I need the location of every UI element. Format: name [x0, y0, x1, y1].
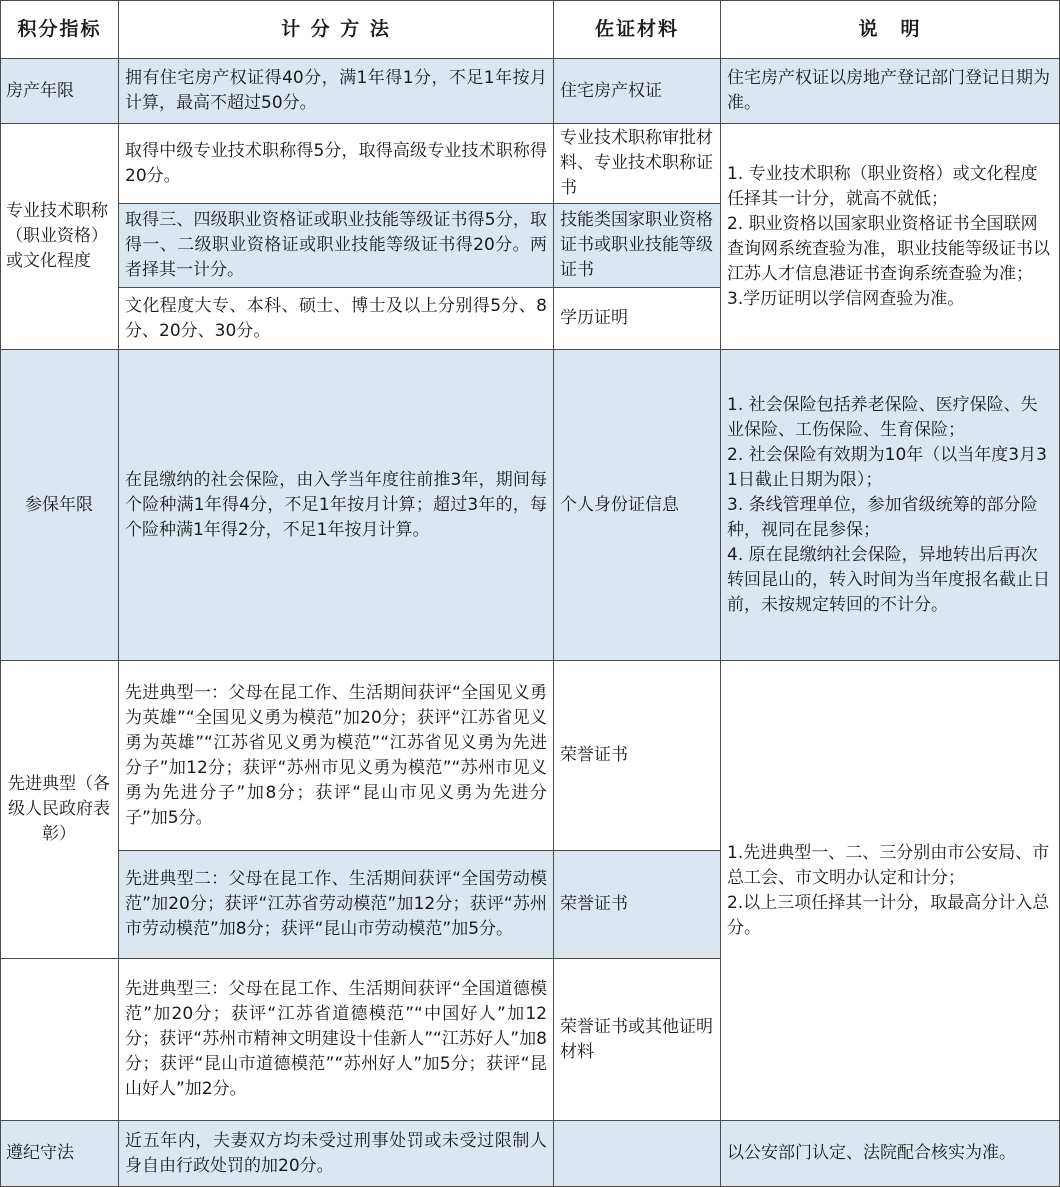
title-sub1-material: 专业技术职称审批材料、专业技术职称证书	[554, 124, 721, 204]
advanced-sub2-method: 先进典型二：父母在昆工作、生活期间获评“全国劳动模范”加20分；获评“江苏省劳动模范”加12分；获评“苏州市劳动模范”加8分；获评“昆山市劳动模范”加5分。	[119, 851, 554, 959]
row-title-1	[1, 124, 1060, 204]
advanced-empty-indicator	[1, 959, 119, 1121]
advanced-note-line: 1.先进典型一、二、三分别由市公安局、市总工会、市文明办认定和计分；	[727, 842, 1050, 888]
law-method: 近五年内，夫妻双方均未受过刑事处罚或未受过限制人身自由行政处罚的加20分。	[119, 1121, 554, 1187]
title-note-line: 3.学历证明以学信网查验为准。	[727, 288, 965, 309]
housing-method: 拥有住宅房产权证得40分，满1年得1分，不足1年按月计算，最高不超过50分。	[119, 59, 554, 124]
law-note: 以公安部门认定、法院配合核实为准。	[721, 1121, 1060, 1187]
advanced-note	[721, 661, 1060, 1121]
title-note-line: 2. 职业资格以国家职业资格证书全国联网查询网系统查验为准，职业技能等级证书以江苏人才信息港证书查询系统查验为准；	[727, 213, 1050, 284]
advanced-sub1-method: 先进典型一：父母在昆工作、生活期间获评“全国见义勇为英雄”“全国见义勇为模范”加20分；获评“江苏省见义勇为英雄”“江苏省见义勇为模范”“江苏省见义勇为先进分子”加12分；获评“苏州市见义勇为模范”“苏州市见义勇为先进分子”加8分；获评“昆山市见义勇为先进分子”加5分。	[119, 661, 554, 851]
law-material	[554, 1121, 721, 1187]
row-advanced-1	[1, 661, 1060, 851]
header-indicator: 积分指标	[1, 1, 119, 59]
insurance-note-line: 4. 原在昆缴纳社会保险，异地转出后再次转回昆山的，转入时间为当年度报名截止日前，未按规定转回的不计分。	[727, 544, 1050, 615]
row-law	[1, 1121, 1060, 1187]
title-indicator: 专业技术职称（职业资格）或文化程度	[1, 124, 119, 350]
title-note	[721, 124, 1060, 350]
insurance-note-line: 3. 条线管理单位，参加省级统筹的部分险种，视同在昆参保；	[727, 494, 1038, 540]
insurance-note-line: 1. 社会保险包括养老保险、医疗保险、失业保险、工伤保险、生育保险；	[727, 394, 1038, 440]
advanced-note-line: 2.以上三项任择其一计分，取最高分计入总分。	[727, 892, 1050, 938]
insurance-indicator: 参保年限	[1, 350, 119, 661]
header-material: 佐证材料	[554, 1, 721, 59]
housing-indicator: 房产年限	[1, 59, 119, 124]
row-insurance	[1, 350, 1060, 661]
header-row	[1, 1, 1060, 59]
advanced-sub2-material: 荣誉证书	[554, 851, 721, 959]
title-sub2-material: 技能类国家职业资格证书或职业技能等级证书	[554, 204, 721, 288]
header-method: 计 分 方 法	[119, 1, 554, 59]
insurance-method: 在昆缴纳的社会保险，由入学当年度往前推3年，期间每个险种满1年得4分，不足1年按月计算；超过3年的，每个险种满1年得2分，不足1年按月计算。	[119, 350, 554, 661]
advanced-sub1-material: 荣誉证书	[554, 661, 721, 851]
insurance-material: 个人身份证信息	[554, 350, 721, 661]
housing-material: 住宅房产权证	[554, 59, 721, 124]
insurance-note-line: 2. 社会保险有效期为10年（以当年度3月31日截止日期为限）；	[727, 444, 1047, 490]
law-indicator: 遵纪守法	[1, 1121, 119, 1187]
advanced-indicator: 先进典型（各级人民政府表彰）	[1, 661, 119, 959]
row-housing	[1, 59, 1060, 124]
title-sub3-material: 学历证明	[554, 288, 721, 350]
housing-note: 住宅房产权证以房地产登记部门登记日期为准。	[721, 59, 1060, 124]
title-sub1-method: 取得中级专业技术职称得5分，取得高级专业技术职称得20分。	[119, 124, 554, 204]
title-note-line: 1. 专业技术职称（职业资格）或文化程度任择其一计分，就高不就低；	[727, 163, 1038, 209]
header-note: 说 明	[721, 1, 1060, 59]
title-sub2-method: 取得三、四级职业资格证或职业技能等级证书得5分，取得一、二级职业资格证或职业技能等级证书得20分。两者择其一计分。	[119, 204, 554, 288]
advanced-sub3-method: 先进典型三：父母在昆工作、生活期间获评“全国道德模范”加20分；获评“江苏省道德模范”“中国好人”加12分；获评“苏州市精神文明建设十佳新人”“江苏好人”加8分；获评“昆山市道德模范”“苏州好人”加5分；获评“昆山好人”加2分。	[119, 959, 554, 1121]
insurance-note	[721, 350, 1060, 661]
advanced-sub3-material: 荣誉证书或其他证明材料	[554, 959, 721, 1121]
title-sub3-method: 文化程度大专、本科、硕士、博士及以上分别得5分、8分、20分、30分。	[119, 288, 554, 350]
